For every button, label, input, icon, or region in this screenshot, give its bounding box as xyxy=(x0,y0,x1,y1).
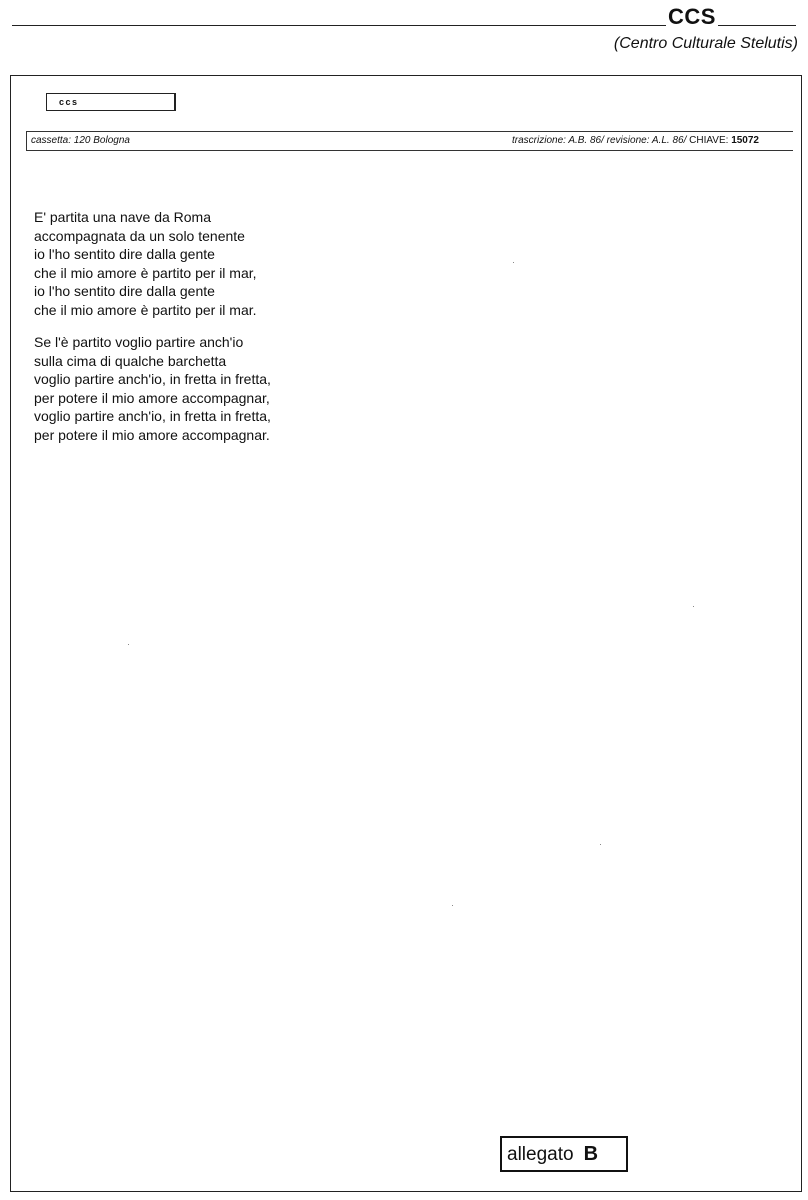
cassette-info: cassetta: 120 Bologna xyxy=(31,135,130,146)
stanza-1 xyxy=(34,208,271,319)
key-value: 15072 xyxy=(731,135,759,146)
document-frame xyxy=(10,75,802,1192)
attachment-box xyxy=(500,1136,628,1172)
attachment-letter: B xyxy=(583,1143,599,1165)
scan-speck xyxy=(693,606,694,607)
lyric-line: per potere il mio amore accompagnar, xyxy=(34,389,270,406)
lyric-line: per potere il mio amore accompagnar. xyxy=(34,426,270,443)
record-label-box: ccs xyxy=(46,93,176,111)
lyric-line: voglio partire anch'io, in fretta in fretta, xyxy=(34,371,271,387)
stanza-2 xyxy=(34,333,271,444)
lyrics-block xyxy=(34,208,271,458)
key-label: CHIAVE: xyxy=(689,135,729,146)
header-title: CCS xyxy=(668,4,716,29)
attachment-text: allegato xyxy=(507,1144,574,1165)
lyric-line: io l'ho sentito dire dalla gente xyxy=(34,246,215,262)
metadata-row xyxy=(26,131,793,151)
lyric-line: sulla cima di qualche barchetta xyxy=(34,352,227,369)
lyric-line: E' partita una nave da Roma xyxy=(34,209,212,225)
header-subtitle: (Centro Culturale Stelutis) xyxy=(613,35,798,52)
lyric-line: che il mio amore è partito per il mar, xyxy=(34,264,257,281)
lyric-line: che il mio amore è partito per il mar. xyxy=(34,301,257,318)
transcription-text: trascrizione: A.B. 86/ revisione: A.L. 86/ xyxy=(512,135,687,146)
lyric-line: accompagnata da un solo tenente xyxy=(34,227,245,244)
lyric-line: io l'ho sentito dire dalla gente xyxy=(34,283,215,299)
lyric-line: voglio partire anch'io, in fretta in fretta, xyxy=(34,408,271,424)
transcription-info xyxy=(512,132,759,150)
scan-speck xyxy=(600,844,601,845)
scan-speck xyxy=(452,905,453,906)
scan-speck xyxy=(513,262,514,263)
lyric-line: Se l'è partito voglio partire anch'io xyxy=(34,334,244,350)
scan-speck xyxy=(128,644,129,645)
